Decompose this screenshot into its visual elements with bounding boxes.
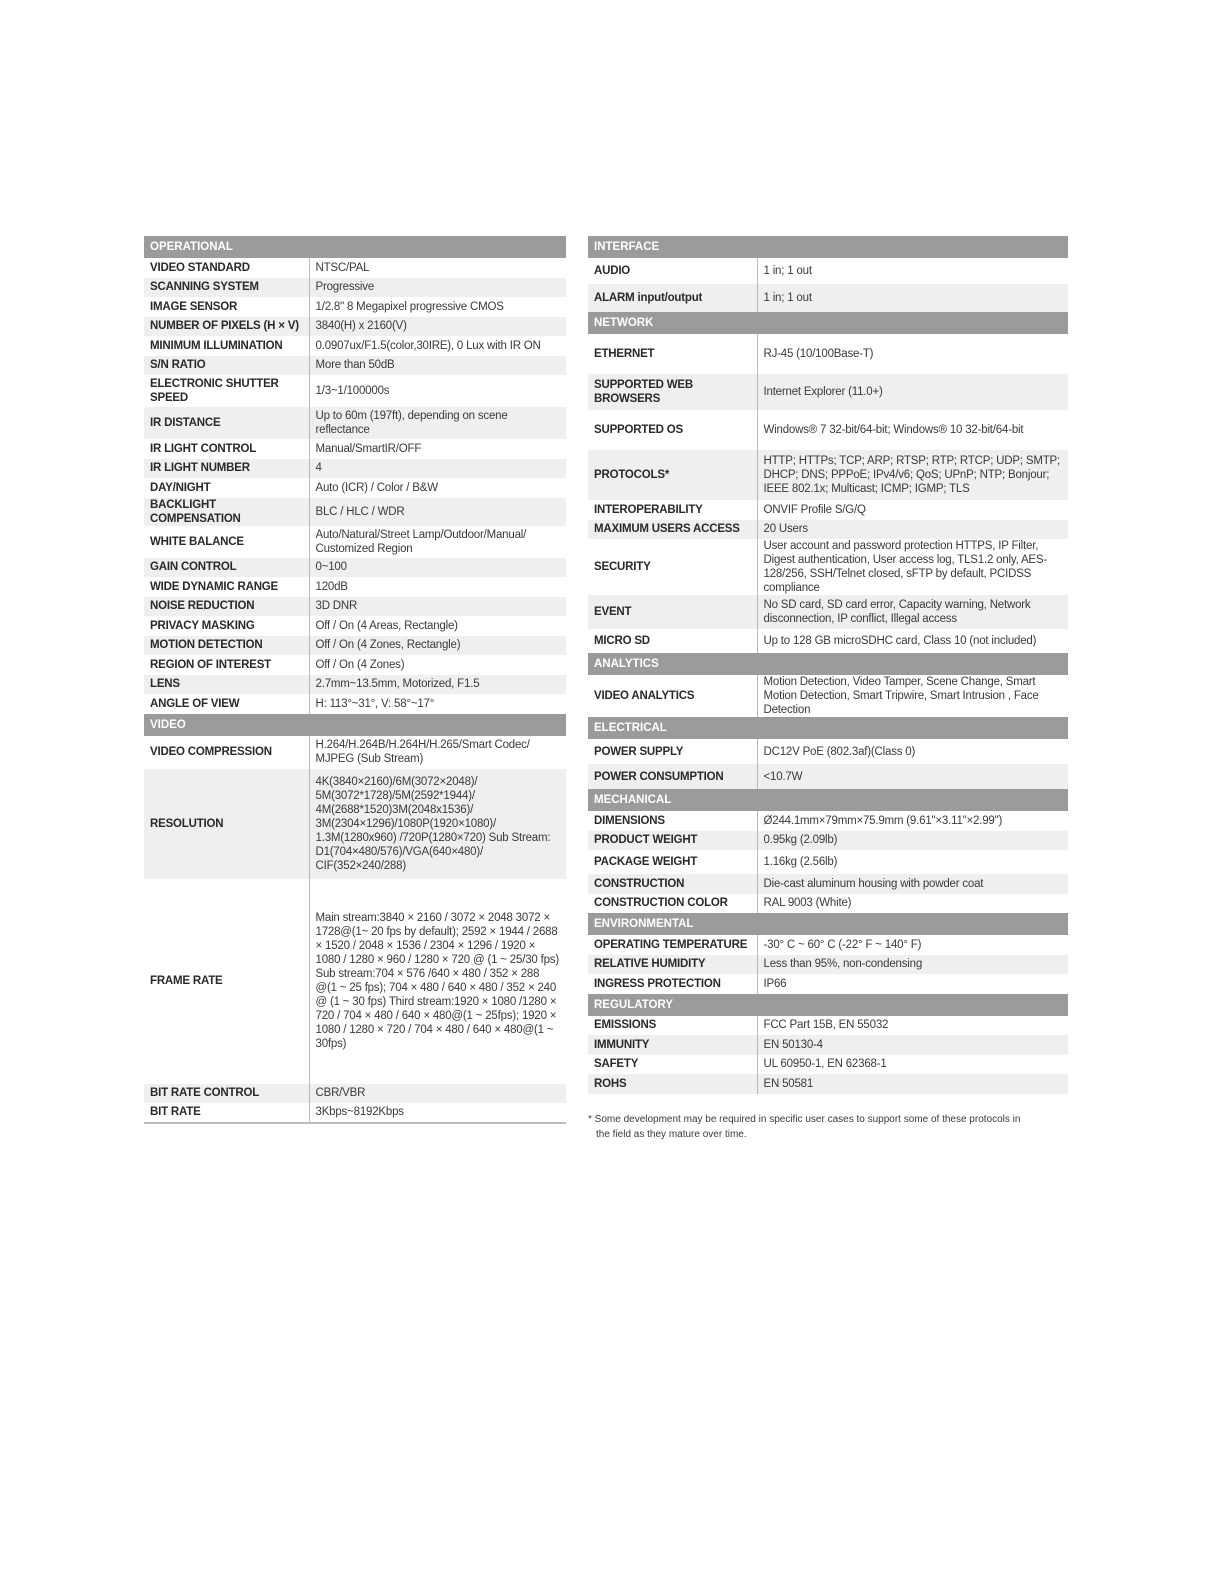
spec-row-gain-control [144, 558, 566, 578]
spec-row-scanning-system [144, 278, 566, 298]
section-title: MECHANICAL [588, 789, 1068, 811]
spec-label: IR DISTANCE [144, 407, 309, 439]
spec-value: ONVIF Profile S/G/Q [757, 500, 1068, 520]
spec-value: RJ-45 (10/100Base-T) [757, 334, 1068, 374]
spec-label: VIDEO ANALYTICS [588, 675, 757, 717]
spec-label: RESOLUTION [144, 769, 309, 879]
spec-row-video-analytics [588, 675, 1068, 717]
spec-label: IR LIGHT NUMBER [144, 459, 309, 479]
spec-value: 1/2.8" 8 Megapixel progressive CMOS [309, 297, 566, 317]
spec-label: WHITE BALANCE [144, 526, 309, 558]
spec-label: EVENT [588, 595, 757, 629]
spec-label: FRAME RATE [144, 879, 309, 1084]
section-header-operational [144, 236, 566, 258]
spec-row-image-sensor [144, 297, 566, 317]
right-spec-table [588, 236, 1068, 1094]
spec-row-s-n-ratio [144, 356, 566, 376]
spec-row-protocols [588, 450, 1068, 500]
spec-label: MICRO SD [588, 629, 757, 653]
spec-row-event [588, 595, 1068, 629]
spec-label: DAY/NIGHT [144, 478, 309, 498]
spec-row-resolution [144, 769, 566, 879]
section-title: ENVIRONMENTAL [588, 913, 1068, 935]
spec-row-lens [144, 675, 566, 695]
left-spec-table [144, 236, 566, 1124]
spec-value: Auto (ICR) / Color / B&W [309, 478, 566, 498]
spec-label: ETHERNET [588, 334, 757, 374]
spec-label: EMISSIONS [588, 1016, 757, 1036]
spec-label: S/N RATIO [144, 356, 309, 376]
spec-label: IMMUNITY [588, 1035, 757, 1055]
spec-label: ANGLE OF VIEW [144, 694, 309, 714]
spec-value: RAL 9003 (White) [757, 894, 1068, 914]
section-header-network [588, 312, 1068, 334]
section-title: VIDEO [144, 714, 566, 736]
spec-value: Off / On (4 Zones) [309, 655, 566, 675]
spec-label: BIT RATE CONTROL [144, 1084, 309, 1104]
spec-label: POWER SUPPLY [588, 739, 757, 764]
spec-value: UL 60950-1, EN 62368-1 [757, 1055, 1068, 1075]
spec-row-security [588, 539, 1068, 595]
spec-label: IMAGE SENSOR [144, 297, 309, 317]
spec-value: Off / On (4 Areas, Rectangle) [309, 616, 566, 636]
section-header-mechanical [588, 789, 1068, 811]
spec-value: 0.0907ux/F1.5(color,30IRE), 0 Lux with IR ON [309, 336, 566, 356]
spec-value: 3840(H) x 2160(V) [309, 317, 566, 337]
spec-label: WIDE DYNAMIC RANGE [144, 577, 309, 597]
spec-label: VIDEO STANDARD [144, 258, 309, 278]
spec-label: INGRESS PROTECTION [588, 974, 757, 994]
section-title: OPERATIONAL [144, 236, 566, 258]
spec-label: POWER CONSUMPTION [588, 764, 757, 789]
spec-label: VIDEO COMPRESSION [144, 736, 309, 769]
spec-row-relative-humidity [588, 955, 1068, 975]
spec-label: SUPPORTED WEB BROWSERS [588, 374, 757, 410]
spec-row-immunity [588, 1035, 1068, 1055]
spec-row-power-supply [588, 739, 1068, 764]
spec-label: PRIVACY MASKING [144, 616, 309, 636]
section-header-regulatory [588, 994, 1068, 1016]
spec-row-construction-color [588, 894, 1068, 914]
spec-label: NOISE REDUCTION [144, 597, 309, 617]
spec-value: Up to 60m (197ft), depending on scene reflectance [309, 407, 566, 439]
section-header-analytics [588, 653, 1068, 675]
spec-row-noise-reduction [144, 597, 566, 617]
spec-row-construction [588, 874, 1068, 894]
spec-value: 1/3~1/100000s [309, 375, 566, 407]
spec-row-audio [588, 258, 1068, 284]
spec-value: 1 in; 1 out [757, 284, 1068, 312]
spec-label: MAXIMUM USERS ACCESS [588, 520, 757, 540]
spec-row-supported-web-browsers [588, 374, 1068, 410]
spec-value: H.264/H.264B/H.264H/H.265/Smart Codec/ MJPEG (Sub Stream) [309, 736, 566, 769]
spec-row-micro-sd [588, 629, 1068, 653]
spec-row-privacy-masking [144, 616, 566, 636]
spec-label: ALARM input/output [588, 284, 757, 312]
spec-row-interoperability [588, 500, 1068, 520]
spec-row-day-night [144, 478, 566, 498]
spec-row-ir-light-control [144, 439, 566, 459]
section-header-video [144, 714, 566, 736]
spec-value: 0.95kg (2.09lb) [757, 831, 1068, 851]
spec-label: CONSTRUCTION COLOR [588, 894, 757, 914]
spec-value: Off / On (4 Zones, Rectangle) [309, 636, 566, 656]
spec-row-ingress-protection [588, 974, 1068, 994]
spec-row-dimensions [588, 811, 1068, 831]
section-header-environmental [588, 913, 1068, 935]
spec-row-maximum-users-access [588, 520, 1068, 540]
spec-row-frame-rate [144, 879, 566, 1084]
spec-value: EN 50581 [757, 1074, 1068, 1094]
spec-value: IP66 [757, 974, 1068, 994]
spec-row-white-balance [144, 526, 566, 558]
spec-label: PRODUCT WEIGHT [588, 831, 757, 851]
section-header-interface [588, 236, 1068, 258]
spec-value: Less than 95%, non-condensing [757, 955, 1068, 975]
spec-value: HTTP; HTTPs; TCP; ARP; RTSP; RTP; RTCP; UDP; SMTP; DHCP; DNS; PPPoE; IPv4/v6; QoS; UPnP; NTP; Bonjour; IEEE 802.1x; Multicast; ICMP; IGMP; TLS [757, 450, 1068, 500]
spec-row-number-of-pixels-h-v [144, 317, 566, 337]
spec-label: INTEROPERABILITY [588, 500, 757, 520]
spec-row-ethernet [588, 334, 1068, 374]
spec-value: NTSC/PAL [309, 258, 566, 278]
spec-value: -30° C ~ 60° C (-22° F ~ 140° F) [757, 935, 1068, 955]
spec-value: 1 in; 1 out [757, 258, 1068, 284]
spec-label: PACKAGE WEIGHT [588, 850, 757, 874]
spec-row-ir-distance [144, 407, 566, 439]
section-title: NETWORK [588, 312, 1068, 334]
spec-row-electronic-shutter-speed [144, 375, 566, 407]
spec-label: SAFETY [588, 1055, 757, 1075]
spec-row-emissions [588, 1016, 1068, 1036]
spec-label: OPERATING TEMPERATURE [588, 935, 757, 955]
spec-row-backlight-compensation [144, 498, 566, 526]
spec-label: PROTOCOLS* [588, 450, 757, 500]
left-spec-column [144, 236, 566, 1124]
spec-label: GAIN CONTROL [144, 558, 309, 578]
spec-row-wide-dynamic-range [144, 577, 566, 597]
spec-row-video-compression [144, 736, 566, 769]
spec-value: EN 50130-4 [757, 1035, 1068, 1055]
spec-value: 4 [309, 459, 566, 479]
section-title: INTERFACE [588, 236, 1068, 258]
spec-value: Progressive [309, 278, 566, 298]
spec-value: H: 113°~31°, V: 58°~17° [309, 694, 566, 714]
spec-row-motion-detection [144, 636, 566, 656]
spec-label: SECURITY [588, 539, 757, 595]
spec-value: More than 50dB [309, 356, 566, 376]
spec-value: Internet Explorer (11.0+) [757, 374, 1068, 410]
spec-row-operating-temperature [588, 935, 1068, 955]
spec-row-video-standard [144, 258, 566, 278]
spec-label: SCANNING SYSTEM [144, 278, 309, 298]
spec-label: RELATIVE HUMIDITY [588, 955, 757, 975]
right-spec-body [588, 236, 1068, 1094]
spec-value: Main stream:3840 × 2160 / 3072 × 2048 3072 × 1728@(1~ 20 fps by default); 2592 × 1944 / 2688 × 1520 / 2048 × 1536 / 2304 × 1296 / 1920 × 1080 / 1280 × 960 / 1280 × 720 @ (1 ~ 25/30 fps) Sub stream:704 × 576 /640 × 480 / 352 × 288 @(1 ~ 25 fps); 704 × 480 / 640 × 480 / 352 × 240 @ (1 ~ 30 fps) Third stream:1920 × 1080 /1280 × 720 / 704 × 480 / 640 × 480@(1 ~ 25fps); 1920 × 1080 / 1280 × 720 / 704 × 480 / 640 × 480@(1 ~ 30fps) [309, 879, 566, 1084]
spec-row-bit-rate [144, 1103, 566, 1123]
spec-value: 3D DNR [309, 597, 566, 617]
spec-label: REGION OF INTEREST [144, 655, 309, 675]
spec-value: FCC Part 15B, EN 55032 [757, 1016, 1068, 1036]
spec-value: Ø244.1mm×79mm×75.9mm (9.61"×3.11"×2.99") [757, 811, 1068, 831]
spec-value: User account and password protection HTTPS, IP Filter, Digest authentication, User access log, TLS1.2 only, AES-128/256, SSH/Telnet closed, sFTP by default, PCIDSS compliance [757, 539, 1068, 595]
spec-label: MINIMUM ILLUMINATION [144, 336, 309, 356]
spec-row-angle-of-view [144, 694, 566, 714]
spec-value: 1.16kg (2.56lb) [757, 850, 1068, 874]
spec-label: AUDIO [588, 258, 757, 284]
spec-value: 3Kbps~8192Kbps [309, 1103, 566, 1123]
spec-row-product-weight [588, 831, 1068, 851]
spec-value: Windows® 7 32-bit/64-bit; Windows® 10 32-bit/64-bit [757, 410, 1068, 450]
spec-label: SUPPORTED OS [588, 410, 757, 450]
spec-row-package-weight [588, 850, 1068, 874]
spec-label: ELECTRONIC SHUTTER SPEED [144, 375, 309, 407]
spec-row-alarm-input-output [588, 284, 1068, 312]
spec-value: CBR/VBR [309, 1084, 566, 1104]
spec-value: Manual/SmartIR/OFF [309, 439, 566, 459]
spec-row-rohs [588, 1074, 1068, 1094]
spec-value: No SD card, SD card error, Capacity warning, Network disconnection, IP conflict, Illegal access [757, 595, 1068, 629]
spec-label: BIT RATE [144, 1103, 309, 1123]
right-spec-column [588, 236, 1068, 1094]
spec-label: DIMENSIONS [588, 811, 757, 831]
section-title: REGULATORY [588, 994, 1068, 1016]
spec-label: MOTION DETECTION [144, 636, 309, 656]
spec-value: 120dB [309, 577, 566, 597]
section-title: ANALYTICS [588, 653, 1068, 675]
spec-value: DC12V PoE (802.3af)(Class 0) [757, 739, 1068, 764]
spec-value: BLC / HLC / WDR [309, 498, 566, 526]
spec-value: 0~100 [309, 558, 566, 578]
spec-label: CONSTRUCTION [588, 874, 757, 894]
spec-row-safety [588, 1055, 1068, 1075]
spec-value: Motion Detection, Video Tamper, Scene Change, Smart Motion Detection, Smart Tripwire, Smart Intrusion , Face Detection [757, 675, 1068, 717]
spec-label: LENS [144, 675, 309, 695]
spec-value: <10.7W [757, 764, 1068, 789]
spec-value: 2.7mm~13.5mm, Motorized, F1.5 [309, 675, 566, 695]
spec-value: Auto/Natural/Street Lamp/Outdoor/Manual/ Customized Region [309, 526, 566, 558]
left-spec-body [144, 236, 566, 1123]
spec-value: 4K(3840×2160)/6M(3072×2048)/ 5M(3072*1728)/5M(2592*1944)/ 4M(2688*1520)3M(2048x1536)/ 3M(2304×1296)/1080P(1920×1080)/ 1.3M(1280x960) /720P(1280×720) Sub Stream: D1(704×480/576)/VGA(640×480)/ CIF(352×240/288) [309, 769, 566, 879]
spec-row-ir-light-number [144, 459, 566, 479]
spec-row-minimum-illumination [144, 336, 566, 356]
spec-row-supported-os [588, 410, 1068, 450]
spec-label: ROHS [588, 1074, 757, 1094]
spec-value: Up to 128 GB microSDHC card, Class 10 (not included) [757, 629, 1068, 653]
section-title: ELECTRICAL [588, 717, 1068, 739]
section-header-electrical [588, 717, 1068, 739]
spec-label: BACKLIGHT COMPENSATION [144, 498, 309, 526]
spec-row-bit-rate-control [144, 1084, 566, 1104]
protocols-footnote: * Some development may be required in specific user cases to support some of these protocols in the field as they mature over time. [588, 1114, 1021, 1140]
spec-row-power-consumption [588, 764, 1068, 789]
spec-label: NUMBER OF PIXELS (H × V) [144, 317, 309, 337]
spec-value: Die-cast aluminum housing with powder coat [757, 874, 1068, 894]
spec-value: 20 Users [757, 520, 1068, 540]
spec-row-region-of-interest [144, 655, 566, 675]
spec-label: IR LIGHT CONTROL [144, 439, 309, 459]
